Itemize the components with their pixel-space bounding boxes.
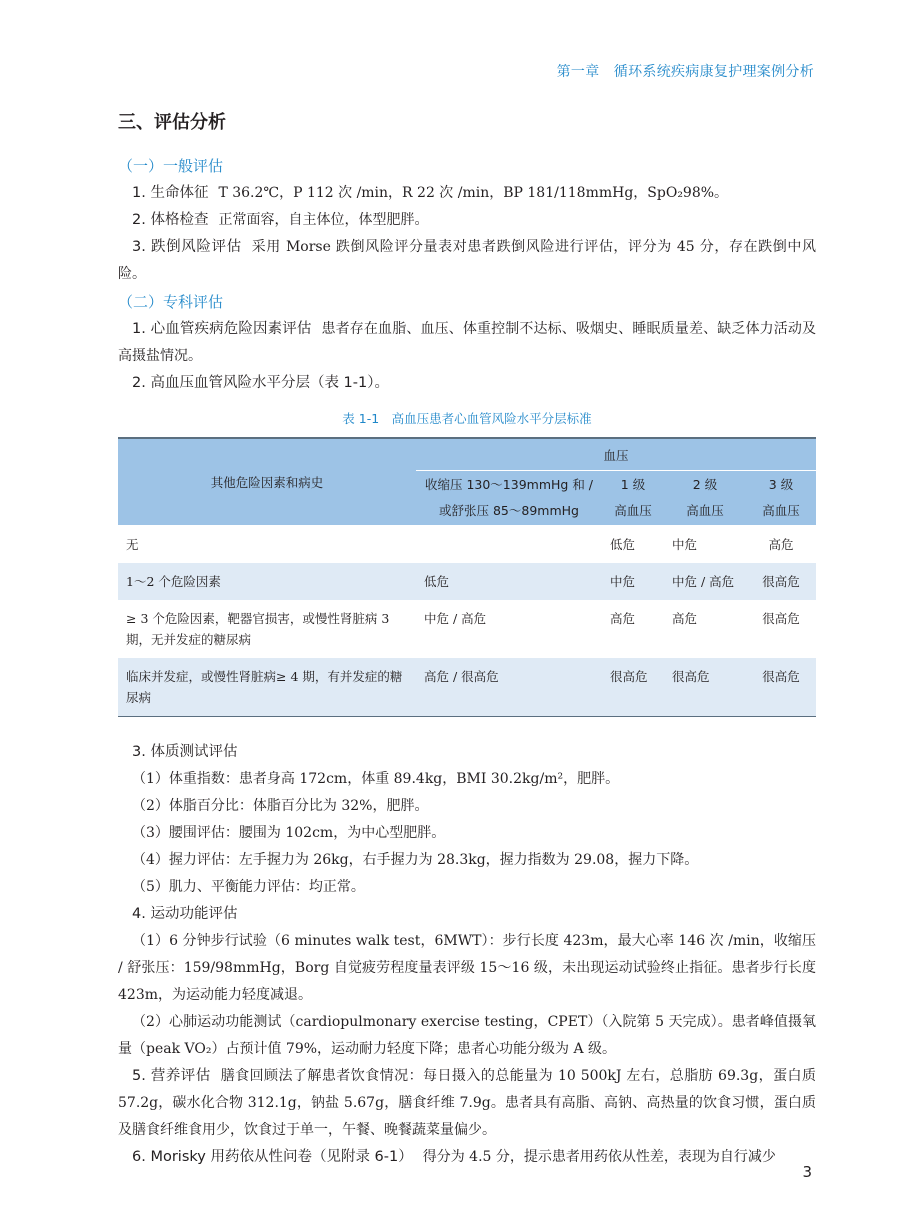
table-row — [118, 526, 816, 564]
cell-factor: 临床并发症，或慢性肾脏病≥ 4 期，有并发症的糖尿病 — [118, 658, 416, 717]
table-row — [118, 658, 816, 717]
cv-risk-text: 患者存在血脂、血压、体重控制不达标、吸烟史、睡眠质量差、缺乏体力活动及高摄盐情况。 — [118, 321, 816, 364]
motor-heading — [118, 901, 816, 928]
header-grade1-line2: 高血压 — [614, 503, 652, 518]
risk-stratification-table — [118, 437, 816, 717]
table-row — [118, 563, 816, 600]
cv-risk-paragraph — [118, 316, 816, 370]
cell-grade2: 很高危 — [664, 658, 746, 717]
cpet-paragraph: （2）心肺运动功能测试（cardiopulmonary exercise testing，CPET）（入院第 5 天完成）。患者峰值摄氧量（peak VO₂）占预计值 79%，运动耐力轻度下降；患者心功能分级为 A 级。 — [118, 1014, 816, 1057]
specialty-assessment-heading: （二）专科评估 — [118, 293, 224, 311]
cell-grade3: 很高危 — [746, 658, 816, 717]
cell-grade2: 中危 / 高危 — [664, 563, 746, 600]
page-number: 3 — [802, 1163, 812, 1181]
cell-normal-high — [416, 526, 602, 564]
cell-normal-high: 低危 — [416, 563, 602, 600]
cv-risk-label: 1. 心血管疾病危险因素评估 — [132, 321, 312, 337]
nutrition-text: 膳食回顾法了解患者饮食情况：每日摄入的总能量为 10 500kJ 左右，总脂肪 69.3g，蛋白质 57.2g，碳水化合物 312.1g，钠盐 5.67g，膳食纤维 7.9g。患者具有高脂、高钠、高热量的饮食习惯，蛋白质及膳食纤维食用少，饮食过于单一，午餐、晚餐蔬菜量偏少。 — [118, 1068, 816, 1138]
six-minute-walk-paragraph: （1）6 分钟步行试验（6 minutes walk test，6MWT）：步行长度 423m，最大心率 146 次 /min，收缩压 / 舒张压：159/98mmHg，Borg 自觉疲劳程度量表评级 15～16 级，未出现运动试验终止指征。患者步行长度 423m，为运动能力轻度减退。 — [118, 933, 816, 1003]
header-grade2 — [664, 471, 746, 526]
cell-normal-high: 中危 / 高危 — [416, 600, 602, 658]
header-other-factors: 其他危险因素和病史 — [118, 438, 416, 526]
header-normal-high — [416, 471, 602, 526]
header-grade3 — [746, 471, 816, 526]
header-grade2-line2: 高血压 — [686, 503, 724, 518]
cell-grade3: 高危 — [746, 526, 816, 564]
general-assessment-heading: （一）一般评估 — [118, 157, 224, 175]
cell-factor: ≥ 3 个危险因素，靶器官损害，或慢性肾脏病 3 期，无并发症的糖尿病 — [118, 600, 416, 658]
cell-grade1: 中危 — [602, 563, 664, 600]
stratification-label: 2. 高血压血管风险水平分层（表 1-1）。 — [132, 375, 389, 391]
running-header: 第一章 循环系统疾病康复护理案例分析 — [556, 64, 814, 80]
header-grade2-line1: 2 级 — [692, 477, 718, 492]
header-normal-high-line1: 收缩压 130～139mmHg 和 / — [424, 477, 594, 492]
nutrition-label: 5. 营养评估 — [132, 1068, 211, 1084]
motor-label: 4. 运动功能评估 — [132, 906, 238, 922]
vital-signs-label: 1. 生命体征 — [132, 185, 209, 201]
header-grade3-line2: 高血压 — [762, 503, 800, 518]
cell-factor: 无 — [118, 526, 416, 564]
page-content — [118, 108, 816, 1171]
cell-grade1: 高危 — [602, 600, 664, 658]
table-row — [118, 600, 816, 658]
cell-grade3: 很高危 — [746, 600, 816, 658]
morisky-paragraph — [118, 1144, 816, 1171]
fall-risk-paragraph — [118, 234, 816, 288]
cell-normal-high: 高危 / 很高危 — [416, 658, 602, 717]
body-test-item: （2）体脂百分比：体脂百分比为 32%，肥胖。 — [132, 798, 429, 814]
body-test-heading — [118, 739, 816, 766]
cell-grade1: 很高危 — [602, 658, 664, 717]
table-title: 表 1-1 高血压患者心血管风险水平分层标准 — [342, 411, 592, 426]
vital-signs-paragraph — [118, 180, 816, 207]
header-normal-high-line2: 或舒张压 85～89mmHg — [439, 503, 579, 518]
header-grade1 — [602, 471, 664, 526]
physical-exam-text: 正常面容，自主体位，体型肥胖。 — [218, 212, 429, 228]
body-test-item: （3）腰围评估：腰围为 102cm，为中心型肥胖。 — [132, 825, 446, 841]
body-test-item: （4）握力评估：左手握力为 26kg，右手握力为 28.3kg，握力指数为 29.08，握力下降。 — [132, 852, 699, 868]
stratification-paragraph — [118, 370, 816, 397]
cell-grade3: 很高危 — [746, 563, 816, 600]
nutrition-paragraph — [118, 1063, 816, 1144]
header-grade3-line1: 3 级 — [768, 477, 794, 492]
header-grade1-line1: 1 级 — [620, 477, 646, 492]
fall-risk-text: 采用 Morse 跌倒风险评分量表对患者跌倒风险进行评估，评分为 45 分，存在跌倒中风险。 — [118, 239, 816, 282]
cell-factor: 1～2 个危险因素 — [118, 563, 416, 600]
cell-grade1: 低危 — [602, 526, 664, 564]
morisky-text: 得分为 4.5 分，提示患者用药依从性差，表现为自行减少 — [422, 1149, 776, 1165]
cell-grade2: 中危 — [664, 526, 746, 564]
physical-exam-paragraph — [118, 207, 816, 234]
body-test-item: （5）肌力、平衡能力评估：均正常。 — [132, 879, 365, 895]
vital-signs-text: T 36.2℃，P 112 次 /min，R 22 次 /min，BP 181/118mmHg，SpO₂98%。 — [218, 185, 729, 201]
body-test-item: （1）体重指数：患者身高 172cm，体重 89.4kg，BMI 30.2kg/m²，肥胖。 — [132, 771, 620, 787]
morisky-label: 6. Morisky 用药依从性问卷（见附录 6-1） — [132, 1149, 413, 1165]
cell-grade2: 高危 — [664, 600, 746, 658]
header-blood-pressure: 血压 — [416, 438, 816, 471]
body-test-label: 3. 体质测试评估 — [132, 744, 238, 760]
physical-exam-label: 2. 体格检查 — [132, 212, 209, 228]
section-title: 三、评估分析 — [118, 112, 226, 133]
fall-risk-label: 3. 跌倒风险评估 — [132, 239, 242, 255]
